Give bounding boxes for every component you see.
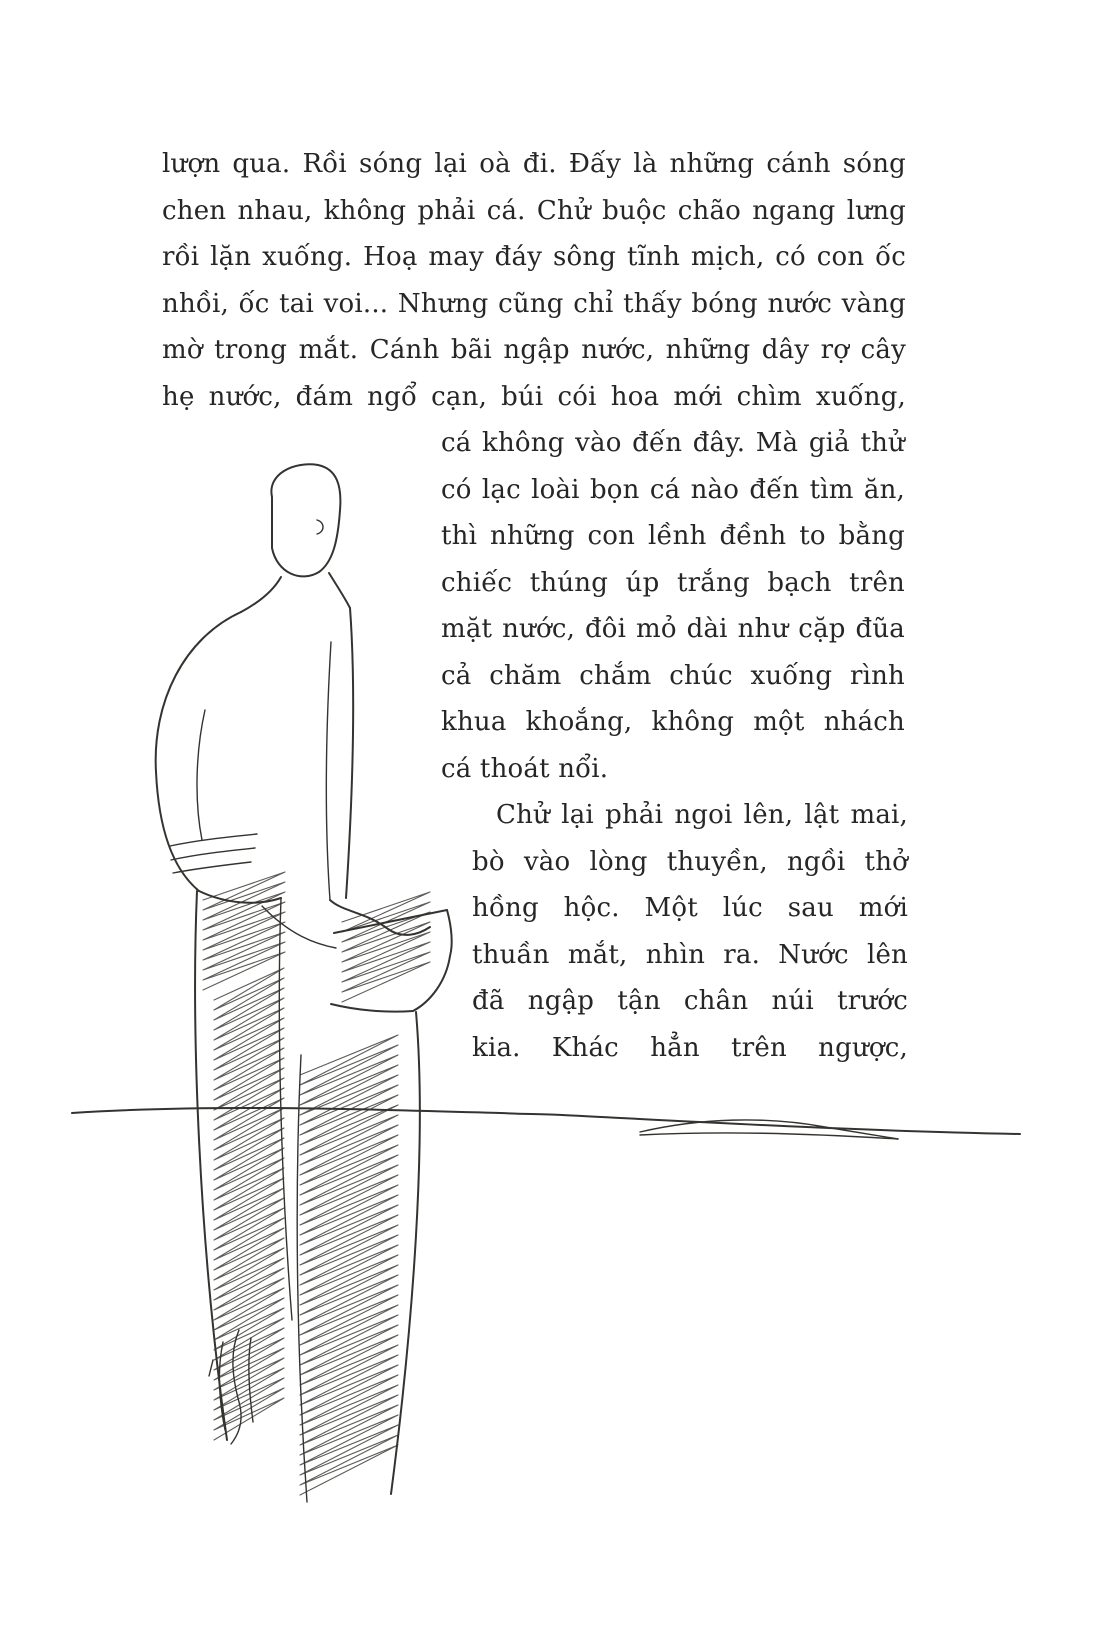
sketch-horizon — [562, 1115, 1020, 1134]
sketch-hill — [640, 1133, 898, 1139]
text-line: nhồi, ốc tai voi... Nhưng cũng chỉ thấy bóng nước vàng — [162, 288, 906, 319]
text-line: lượn qua. Rồi sóng lại oà đi. Đấy là những cánh sóng — [162, 149, 906, 179]
paragraph-one-full-width — [162, 141, 906, 420]
text-line: mặt nước, đôi mỏ dài như cặp đũa — [441, 614, 905, 644]
text-line: cá thoát nổi. — [441, 753, 609, 784]
text-line: thuần mắt, nhìn ra. Nước lên — [472, 939, 908, 970]
sketch-shading-right-leg — [300, 1035, 398, 1495]
paragraph-one-wrapped-column — [441, 420, 905, 792]
paragraph-two — [472, 792, 908, 1071]
sketch-horizon — [72, 1108, 562, 1115]
text-line: chen nhau, không phải cá. Chử buộc chão ngang lưng — [162, 195, 906, 226]
text-line: Chử lại phải ngoi lên, lật mai, — [496, 800, 908, 830]
text-line: hồng hộc. Một lúc sau mới — [472, 893, 908, 923]
text-line: có lạc loài bọn cá nào đến tìm ăn, — [441, 474, 905, 505]
sketch-shading-hip — [203, 872, 285, 990]
text-line: thì những con lềnh đềnh to bằng — [441, 521, 905, 551]
text-line: mờ trong mắt. Cánh bãi ngập nước, những dây rợ cây — [162, 335, 906, 365]
text-line: rồi lặn xuống. Hoạ may đáy sông tĩnh mịch, có con ốc — [162, 242, 906, 272]
text-line: cá không vào đến đây. Mà giả thử — [441, 428, 905, 458]
text-line: khua khoắng, không một nhách — [441, 707, 905, 737]
sketch-signature — [249, 1338, 253, 1422]
text-line: bò vào lòng thuyền, ngồi thở — [472, 846, 908, 877]
sketch-signature — [209, 1360, 213, 1376]
text-line: cả chăm chắm chúc xuống rình — [441, 660, 905, 691]
sketch-head — [271, 464, 340, 576]
sketch-shading-rock — [342, 892, 430, 1002]
text-line: đã ngập tận chân núi trước — [472, 986, 908, 1016]
sketch-shading-left-leg — [214, 968, 284, 1440]
text-line: hẹ nước, đám ngổ cạn, búi cói hoa mới chìm xuống, — [162, 381, 906, 412]
text-line: chiếc thúng úp trắng bạch trên — [441, 567, 905, 598]
sketch-ear — [317, 520, 323, 534]
text-line: kia. Khác hẳn trên ngược, — [472, 1032, 908, 1063]
